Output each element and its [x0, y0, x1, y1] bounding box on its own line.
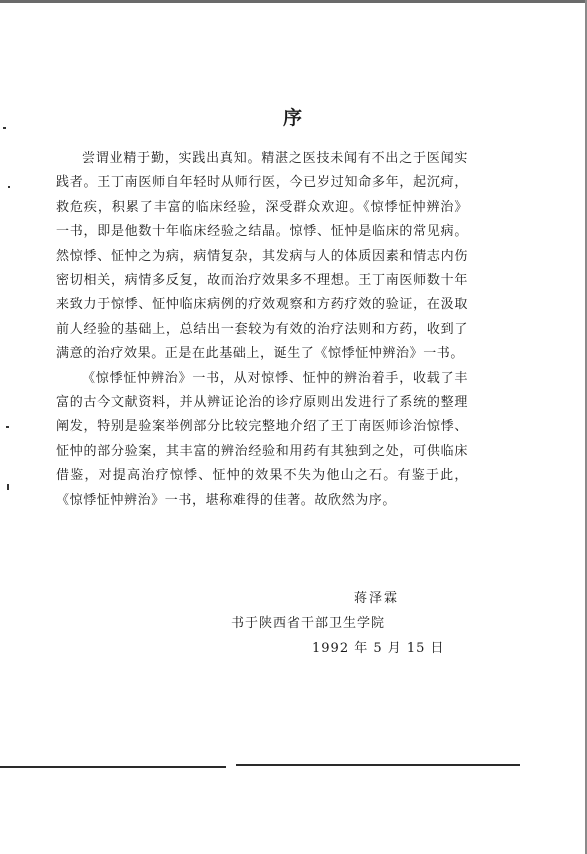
preface-paragraph-1: 尝谓业精于勤，实践出真知。精湛之医技未闻有不出之于医闻实践者。王丁南医师自年轻时从师行医，今已岁过知命多年，起沉疴，救危疾，积累了丰富的临床经验，深受群众欢迎。《惊悸怔忡辨治》一书，即是他数十年临床经验之结晶。惊悸、怔忡是临床的常见病。然惊悸、怔忡之为病，病情复杂，其发病与人的体质因素和情志内伤密切相关，病情多反复，故而治疗效果多不理想。王丁南医师数十年来致力于惊悸、怔忡临床病例的疗效观察和方药疗效的验证，在汲取前人经验的基础上，总结出一套较为有效的治疗法则和方药，收到了满意的治疗效果。正是在此基础上，诞生了《惊悸怔忡辨治》一书。	[56, 151, 468, 362]
preface-body	[56, 147, 468, 513]
top-border-line	[0, 0, 587, 3]
preface-paragraph-2: 《惊悸怔忡辨治》一书，从对惊悸、怔忡的辨治着手，收载了丰富的古今文献资料，并从辨证论治的诊疗原则出发进行了系统的整理阐发，特别是验案举例部分比较完整地介绍了王丁南医师诊治惊悸、怔忡的部分验案，其丰富的辨治经验和用药有其独到之处，可供临床借鉴，对提高治疗惊悸、怔忡的效果不失为他山之石。有鉴于此，《惊悸怔忡辨治》一书，堪称难得的佳著。故欣然为序。	[56, 370, 468, 508]
signature-place: 书于陕西省干部卫生学院	[231, 616, 386, 631]
scan-speck	[7, 484, 9, 490]
bottom-divider-right	[236, 764, 520, 766]
bottom-divider-left	[0, 766, 226, 768]
author-signature: 蒋泽霖	[354, 591, 400, 606]
signature-date: 1992 年 5 月 15 日	[312, 641, 445, 656]
page-title: 序	[282, 107, 304, 129]
scan-speck	[6, 426, 9, 428]
scan-speck	[8, 186, 10, 188]
